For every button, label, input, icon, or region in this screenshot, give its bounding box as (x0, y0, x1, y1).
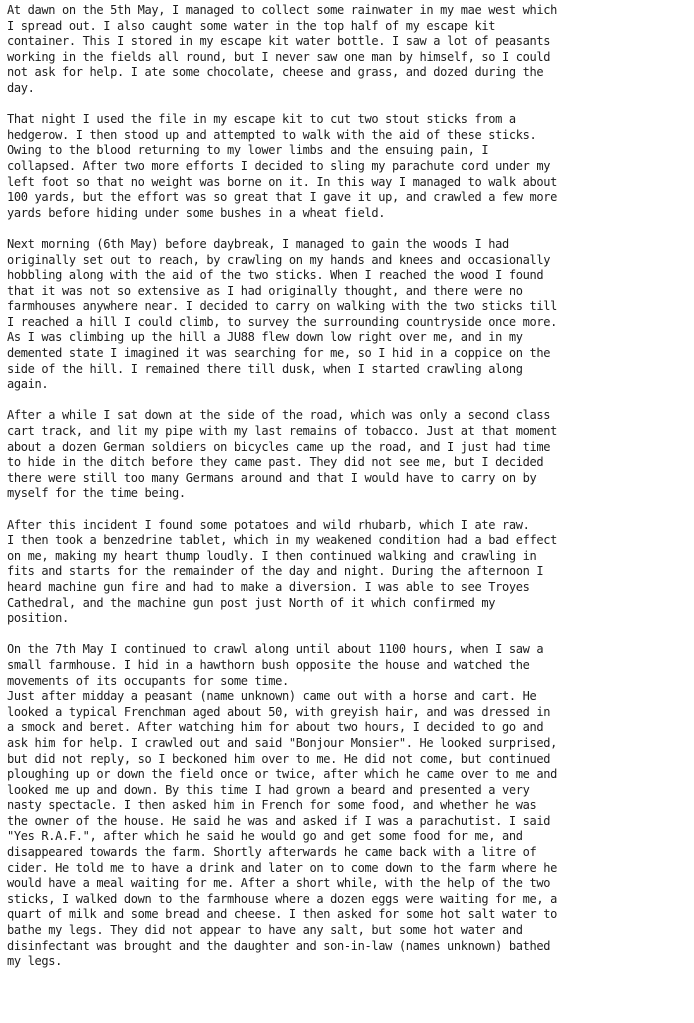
text-line: nasty spectacle. I then asked him in French for some food, and whether he was (7, 798, 537, 813)
text-line: a smock and beret. After watching him for about two hours, I decided to go and (7, 720, 544, 735)
text-line: farmhouses anywhere near. I decided to carry on walking with the two sticks till (7, 299, 557, 314)
text-line: not ask for help. I ate some chocolate, cheese and grass, and dozed during the (7, 65, 544, 80)
text-line: sticks, I walked down to the farmhouse where a dozen eggs were waiting for me, a (7, 891, 557, 906)
text-line: demented state I imagined it was searching for me, so I hid in a coppice on the (7, 346, 551, 361)
text-line: bathe my legs. They did not appear to have any salt, but some hot water and (7, 923, 523, 938)
text-line: collapsed. After two more efforts I decided to sling my parachute cord under my (7, 158, 551, 173)
text-line: cider. He told me to have a drink and later on to come down to the farm where he (7, 860, 557, 875)
text-line: Just after midday a peasant (name unknown) came out with a horse and cart. He (7, 689, 537, 704)
text-line: I reached a hill I could climb, to survey the surrounding countryside once more. (7, 314, 557, 329)
text-line: ask him for help. I crawled out and said "Bonjour Monsier". He looked surprised, (7, 735, 557, 750)
text-line: originally set out to reach, by crawling on my hands and knees and occasionally (7, 252, 551, 267)
text-line: 100 yards, but the effort was so great that I gave it up, and crawled a few more (7, 190, 557, 205)
text-line: to hide in the ditch before they came past. They did not see me, but I decided (7, 455, 544, 470)
paragraph (7, 518, 691, 627)
paragraph (7, 237, 691, 393)
text-line: disinfectant was brought and the daughter and son-in-law (names unknown) bathed (7, 938, 551, 953)
text-line: Cathedral, and the machine gun post just North of it which confirmed my (7, 595, 496, 610)
text-line: cart track, and lit my pipe with my last remains of tobacco. Just at that moment (7, 424, 557, 439)
text-line: on me, making my heart thump loudly. I then continued walking and crawling in (7, 548, 537, 563)
text-line: would have a meal waiting for me. After a short while, with the help of the two (7, 876, 551, 891)
text-line: fits and starts for the remainder of the day and night. During the afternoon I (7, 564, 544, 579)
text-line: looked a typical Frenchman aged about 50, with greyish hair, and was dressed in (7, 704, 551, 719)
text-line: about a dozen German soldiers on bicycles came up the road, and I just had time (7, 439, 551, 454)
text-line: that it was not so extensive as I had originally thought, and there were no (7, 283, 523, 298)
text-line: movements of its occupants for some time. (7, 673, 289, 688)
paragraph (7, 3, 691, 97)
text-line: but did not reply, so I beckoned him over to me. He did not come, but continued (7, 751, 551, 766)
paragraph (7, 112, 691, 221)
text-line: "Yes R.A.F.", after which he said he would go and get some food for me, and (7, 829, 523, 844)
text-line: yards before hiding under some bushes in a wheat field. (7, 205, 386, 220)
text-line: After this incident I found some potatoes and wild rhubarb, which I ate raw. (7, 517, 530, 532)
text-line: As I was climbing up the hill a JU88 flew down low right over me, and in my (7, 330, 523, 345)
text-line: position. (7, 611, 69, 626)
text-line: heard machine gun fire and had to make a diversion. I was able to see Troyes (7, 579, 530, 594)
text-line: I then took a benzedrine tablet, which in my weakened condition had a bad effect (7, 533, 557, 548)
text-line: the owner of the house. He said he was and asked if I was a parachutist. I said (7, 813, 551, 828)
text-line: there were still too many Germans around and that I would have to carry on by (7, 470, 537, 485)
text-line: working in the fields all round, but I never saw one man by himself, so I could (7, 49, 551, 64)
text-line: On the 7th May I continued to crawl along until about 1100 hours, when I saw a (7, 642, 544, 657)
paragraph (7, 689, 691, 970)
typed-document-page (7, 3, 691, 970)
text-line: my legs. (7, 954, 62, 969)
paragraph (7, 642, 691, 689)
text-line: quart of milk and some bread and cheese. I then asked for some hot salt water to (7, 907, 557, 922)
text-line: disappeared towards the farm. Shortly afterwards he came back with a litre of (7, 845, 537, 860)
text-line: That night I used the file in my escape kit to cut two stout sticks from a (7, 112, 516, 127)
text-line: container. This I stored in my escape kit water bottle. I saw a lot of peasants (7, 34, 551, 49)
text-line: myself for the time being. (7, 486, 186, 501)
text-line: ploughing up or down the field once or twice, after which he came over to me and (7, 767, 557, 782)
text-line: I spread out. I also caught some water in the top half of my escape kit (7, 18, 496, 33)
text-line: left foot so that no weight was borne on it. In this way I managed to walk about (7, 174, 557, 189)
text-line: small farmhouse. I hid in a hawthorn bush opposite the house and watched the (7, 657, 530, 672)
text-line: hobbling along with the aid of the two sticks. When I reached the wood I found (7, 268, 544, 283)
text-line: After a while I sat down at the side of the road, which was only a second class (7, 408, 551, 423)
text-line: looked me up and down. By this time I had grown a beard and presented a very (7, 782, 530, 797)
text-line: Owing to the blood returning to my lower limbs and the ensuing pain, I (7, 143, 489, 158)
text-line: side of the hill. I remained there till dusk, when I started crawling along (7, 361, 523, 376)
text-line: hedgerow. I then stood up and attempted to walk with the aid of these sticks. (7, 127, 537, 142)
text-line: day. (7, 80, 35, 95)
text-line: Next morning (6th May) before daybreak, I managed to gain the woods I had (7, 236, 509, 251)
paragraph (7, 408, 691, 502)
text-line: again. (7, 377, 49, 392)
text-line: At dawn on the 5th May, I managed to collect some rainwater in my mae west which (7, 3, 557, 17)
